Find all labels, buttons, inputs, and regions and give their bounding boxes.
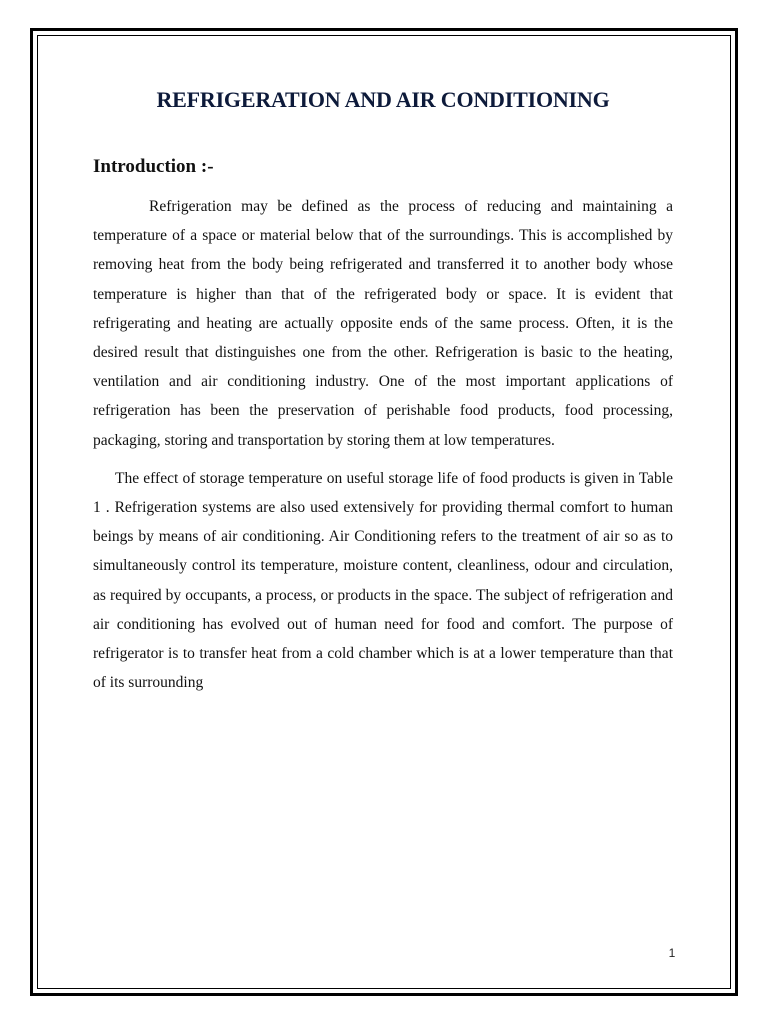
section-heading-introduction: Introduction :- <box>93 156 214 177</box>
introduction-paragraph-2: The effect of storage temperature on useful storage life of food products is given in Table 1 . Refrigeration systems are also used extensively for providing thermal comfort to human beings by means of air conditioning. Air Conditioning refers to the treatment of air so as to simultaneously control its temperature, moisture content, cleanliness, odour and circulation, as required by occupants, a process, or products in the space. The subject of refrigeration and air conditioning has evolved out of human need for food and comfort. The purpose of refrigerator is to transfer heat from a cold chamber which is at a lower temperature than that of its surrounding <box>93 469 673 692</box>
page-number: 1 <box>668 946 676 960</box>
page-content <box>93 84 673 697</box>
introduction-paragraph-1: Refrigeration may be defined as the process of reducing and maintaining a temperature of a space or material below that of the surroundings. This is accomplished by removing heat from the body being refrigerated and transferred it to another body whose temperature is higher than that of the refrigerated body or space. It is evident that refrigerating and heating are actually opposite ends of the same process. Often, it is the desired result that distinguishes one from the other. Refrigeration is basic to the heating, ventilation and air conditioning industry. One of the most important applications of refrigeration has been the preservation of perishable food products, food processing, packaging, storing and transportation by storing them at low temperatures. <box>93 198 673 449</box>
document-title: REFRIGERATION AND AIR CONDITIONING <box>156 87 610 112</box>
